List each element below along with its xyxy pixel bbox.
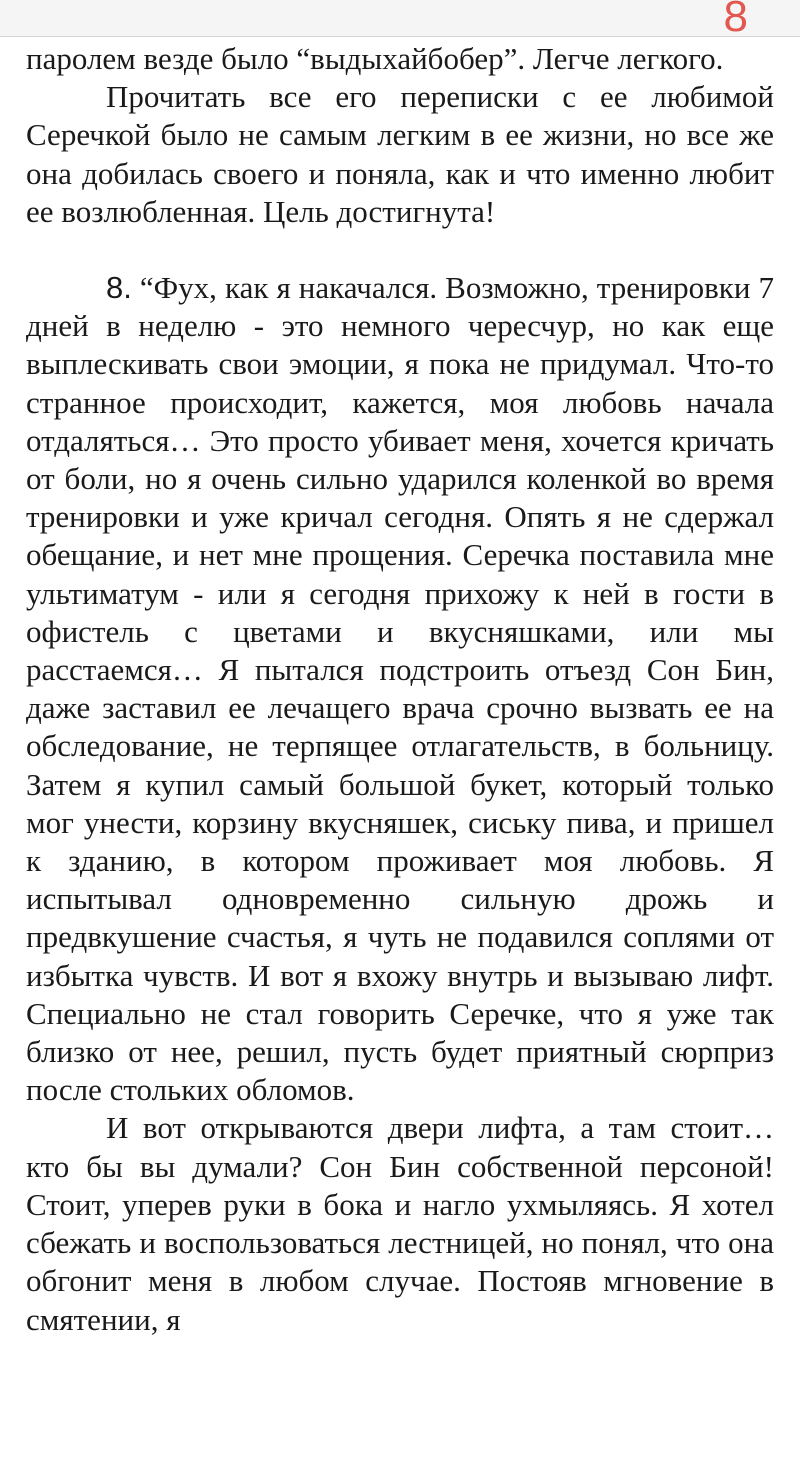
paragraph-goal-achieved: Прочитать все его переписки с ее любимой Серечкой было не самым легким в ее жизни, но все же она добилась своего и поняла, как и что именно любит ее возлюбленная. Цель достигнута! bbox=[26, 79, 774, 229]
document-body bbox=[26, 40, 774, 1339]
paragraph-continuation: паролем везде было “выдыхайбобер”. Легче легкого. bbox=[26, 41, 724, 76]
page-number: 8 bbox=[723, 0, 748, 41]
page-header bbox=[0, 0, 800, 41]
section-number: 8. bbox=[106, 270, 132, 306]
paragraph-section-8 bbox=[26, 269, 774, 1109]
section-8-text: “Фух, как я накачался. Возможно, тренировки 7 дней в неделю - это немного чересчур, но как еще выплескивать свои эмоции, я пока не придумал. Что-то странное происходит, кажется, моя любовь начала отдаляться… Это просто убивает меня, хочется кричать от боли, но я очень сильно ударился коленкой во время тренировки и уже кричал сегодня. Опять я не сдержал обещание, и нет мне прощения. Серечка поставила мне ультиматум - или я сегодня прихожу к ней в гости в офистель с цветами и вкусняшками, или мы расстаемся… Я пытался подстроить отъезд Сон Бин, даже заставил ее лечащего врача срочно вызвать ее на обследование, не терпящее отлагательств, в больницу. Затем я купил самый большой букет, который только мог унести, корзину вкусняшек, сиську пива, и пришел к зданию, в котором проживает моя любовь. Я испытывал одновременно сильную дрожь и предвкушение счастья, я чуть не подавился соплями от избытка чувств. И вот я вхожу внутрь и вызываю лифт. Специально не стал говорить Серечке, что я уже так близко от нее, решил, пусть будет приятный сюрприз после стольких обломов. bbox=[26, 270, 775, 1108]
paragraph-elevator: И вот открываются двери лифта, а там стоит… кто бы вы думали? Сон Бин собственной персоной! Стоит, уперев руки в бока и нагло ухмыляясь. Я хотел сбежать и воспользоваться лестницей, но понял, что она обгонит меня в любом случае. Постояв мгновение в смятении, я bbox=[26, 1110, 774, 1337]
